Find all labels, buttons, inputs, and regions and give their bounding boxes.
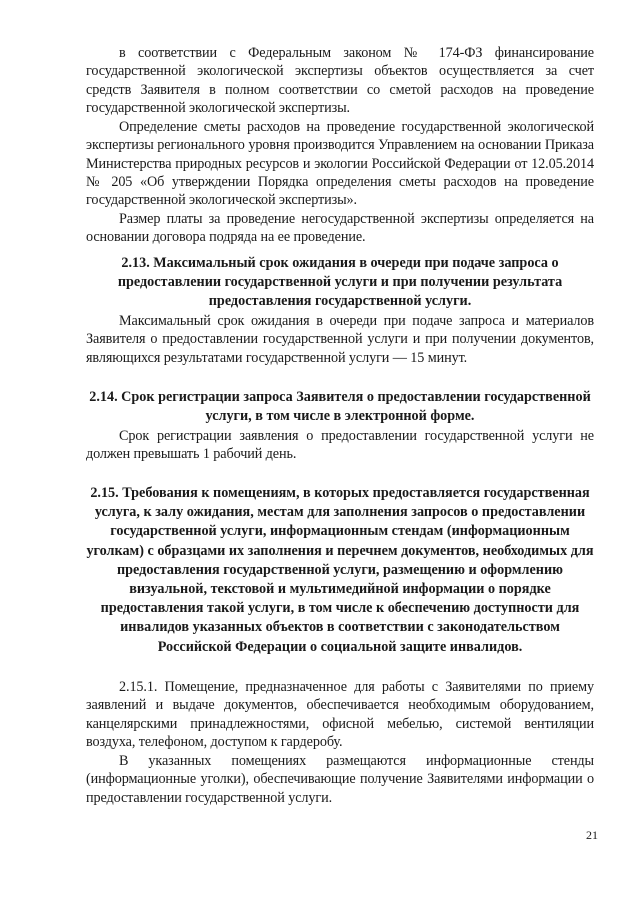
paragraph-text: Размер платы за проведение негосударственной экспертизы определяется на основании договора подряда на ее проведение. xyxy=(86,211,594,246)
paragraph-financing xyxy=(86,44,594,117)
paragraph-text: Определение сметы расходов на проведение государственной экологической экспертизы регионального уровня производится Управлением на основании Приказа Министерства природных ресурсов и экологии Российской Федерации от 12.05.2014 № 205 «Об утверждении Порядка определения сметы расходов на проведение государственной экологической экспертизы». xyxy=(86,119,594,209)
paragraph-text: Максимальный срок ожидания в очереди при подаче запроса и материалов Заявителя о предоставлении государственной услуги и при получении документов, являющихся результатами государственной услуги — 15 минут. xyxy=(86,313,594,366)
section-heading: 2.15. Требования к помещениям, в которых предоставляется государственная услуга, к залу ожидания, местам для заполнения запросов о предоставлении государственной услуги, информационным стендам (информационным уголкам) с образцами их заполнения и перечнем документов, необходимых для предоставления государственной услуги, размещению и оформлению визуальной, текстовой и мультимедийной информации о порядке предоставления такой услуги, в том числе к обеспечению доступности для инвалидов указанных объектов в соответствии с законодательством Российской Федерации о социальной защите инвалидов. xyxy=(86,485,594,655)
heading-2-13 xyxy=(86,254,594,312)
paragraph-text: 2.15.1. Помещение, предназначенное для работы с Заявителями по приему заявлений и выдаче документов, обеспечивается необходимым оборудованием, канцелярскими принадлежностями, офисной мебелью, системой вентиляции воздуха, телефоном, доступом к гардеробу. xyxy=(86,679,594,750)
paragraph-fee xyxy=(86,210,594,247)
paragraph-text: в соответствии с Федеральным законом № 174-ФЗ финансирование государственной экологической экспертизы объектов осуществляется за счет средств Заявителя в полном соответствии со сметой расходов на проведение государственной экологической экспертизы. xyxy=(86,45,594,116)
heading-2-14 xyxy=(86,388,594,426)
section-heading: 2.14. Срок регистрации запроса Заявителя о предоставлении государственной услуги, в том числе в электронной форме. xyxy=(89,389,591,425)
section-heading: 2.13. Максимальный срок ожидания в очереди при подаче запроса о предоставлении государственной услуги и при получении результата предоставления государственной услуги. xyxy=(117,255,563,310)
paragraph-text: Срок регистрации заявления о предоставлении государственной услуги не должен превышать 1 рабочий день. xyxy=(86,428,594,463)
heading-2-15 xyxy=(86,484,594,657)
paragraph-text: В указанных помещениях размещаются информационные стенды (информационные уголки), обеспечивающие получение Заявителями информации о предоставлении государственной услуги. xyxy=(86,753,594,806)
paragraph-registration xyxy=(86,427,594,464)
paragraph-stands xyxy=(86,752,594,807)
paragraph-queue-time xyxy=(86,312,594,367)
paragraph-2-15-1 xyxy=(86,678,594,751)
page-number: 21 xyxy=(586,828,598,842)
paragraph-estimate xyxy=(86,118,594,209)
